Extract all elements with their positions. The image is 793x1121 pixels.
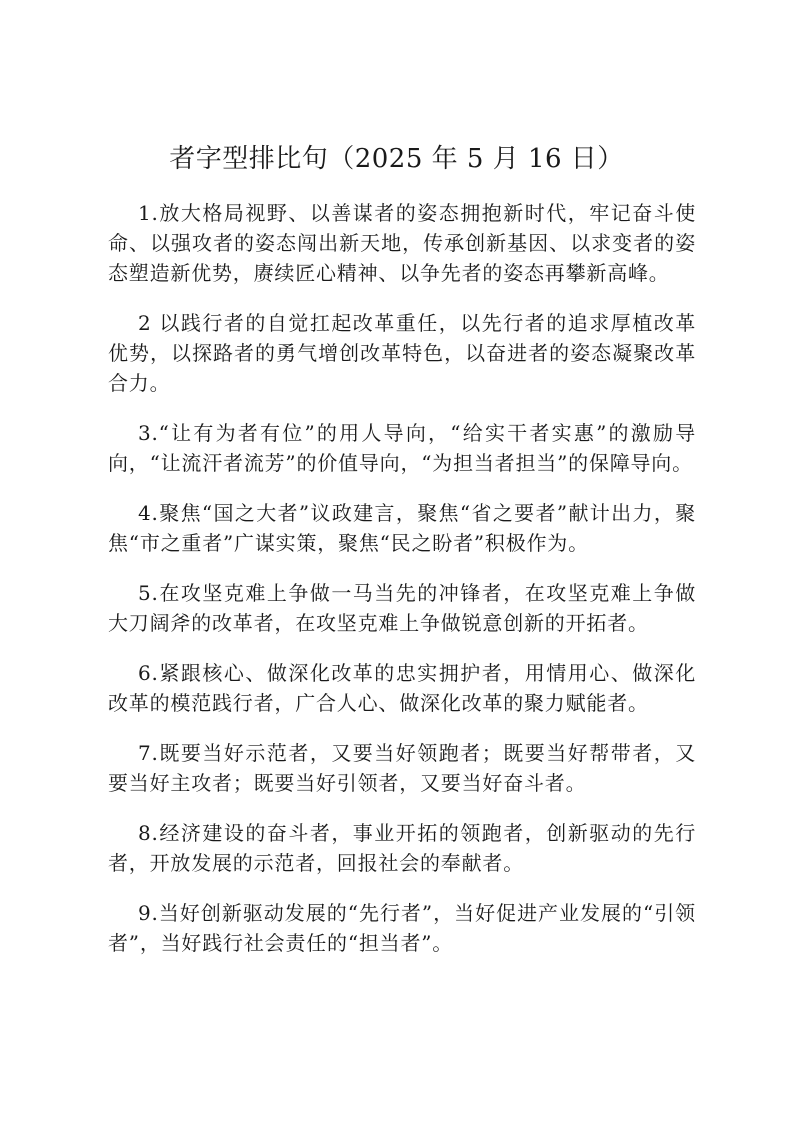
- paragraph-3: 3.“让有为者有位”的用人导向，“给实干者实惠”的激励导向，“让流汗者流芳”的价值导向，“为担当者担当”的保障导向。: [108, 421, 696, 475]
- paragraph-6: 6.紧跟核心、做深化改革的忠实拥护者，用情用心、做深化改革的模范践行者，广合人心、做深化改革的聚力赋能者。: [108, 661, 696, 715]
- paragraph-7: 7.既要当好示范者，又要当好领跑者；既要当好帮带者，又要当好主攻者；既要当好引领者，又要当好奋斗者。: [108, 741, 696, 795]
- paragraph-9: 9.当好创新驱动发展的“先行者”，当好促进产业发展的“引领者”，当好践行社会责任的“担当者”。: [108, 901, 696, 955]
- paragraph-4: 4.聚焦“国之大者”议政建言，聚焦“省之要者”献计出力，聚焦“市之重者”广谋实策，聚焦“民之盼者”积极作为。: [108, 501, 696, 555]
- paragraph-8: 8.经济建设的奋斗者，事业开拓的领跑者，创新驱动的先行者，开放发展的示范者，回报社会的奉献者。: [108, 821, 696, 875]
- paragraph-5: 5.在攻坚克难上争做一马当先的冲锋者，在攻坚克难上争做大刀阔斧的改革者，在攻坚克难上争做锐意创新的开拓者。: [108, 581, 696, 635]
- document-title: 者字型排比句（2025 年 5 月 16 日）: [169, 144, 624, 174]
- paragraph-2: 2 以践行者的自觉扛起改革重任，以先行者的追求厚植改革优势，以探路者的勇气增创改革特色，以奋进者的姿态凝聚改革合力。: [108, 311, 696, 395]
- paragraph-1: 1.放大格局视野、以善谋者的姿态拥抱新时代，牢记奋斗使命、以强攻者的姿态闯出新天地，传承创新基因、以求变者的姿态塑造新优势，赓续匠心精神、以争先者的姿态再攀新高峰。: [108, 201, 696, 285]
- document-body: [108, 198, 696, 978]
